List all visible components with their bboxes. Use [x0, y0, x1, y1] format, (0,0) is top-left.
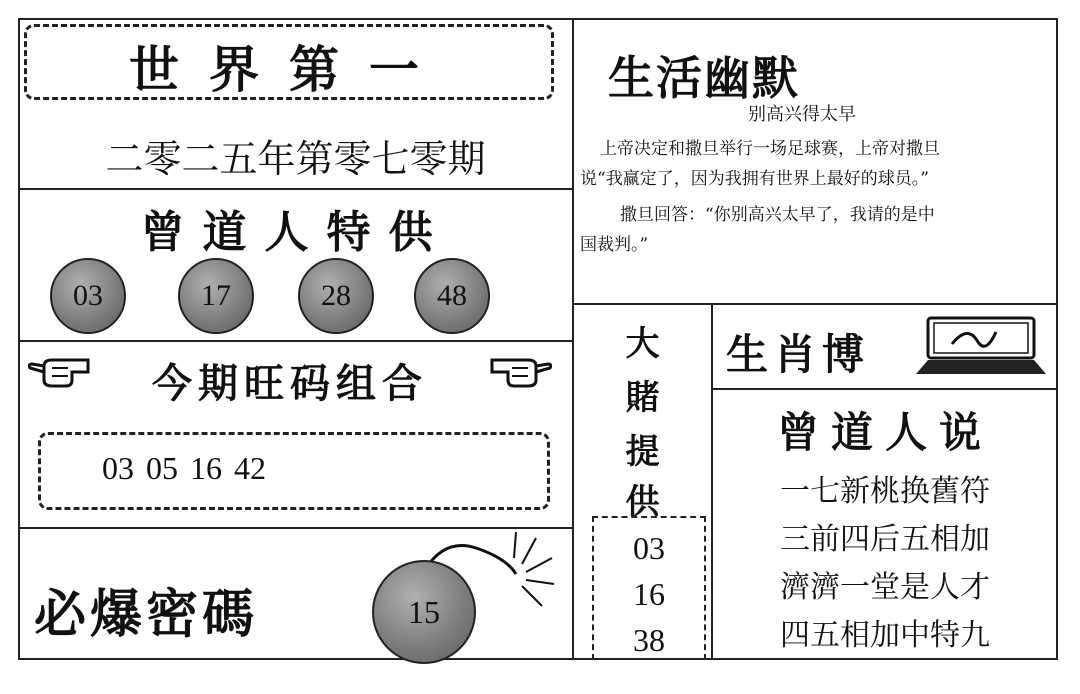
divider-left-1 — [18, 188, 573, 190]
left-pointing-hand-icon — [28, 350, 92, 392]
bomb-ball: 15 — [372, 560, 476, 664]
saying-title: 曾道人说 — [776, 408, 993, 457]
saying-line-3: 濟濟一堂是人才 — [780, 570, 990, 605]
bomb-title: 必爆密碼 — [34, 585, 259, 645]
issue-number: 二零二五年第零七零期 — [105, 137, 486, 181]
tips-label-4: 供 — [625, 482, 660, 522]
tips-label-3: 提 — [625, 432, 660, 472]
humor-line-4: 国裁判。” — [580, 235, 649, 255]
special-ball-2: 17 — [178, 258, 254, 334]
right-pointing-hand-icon — [488, 350, 552, 392]
laptop-icon — [912, 314, 1050, 380]
special-ball-3: 28 — [298, 258, 374, 334]
divider-right-1 — [573, 303, 1058, 305]
tips-label-2: 賭 — [625, 378, 660, 418]
humor-line-2: 说“我赢定了，因为我拥有世界上最好的球员。” — [580, 169, 929, 189]
humor-line-3: 撒旦回答：“你别高兴太早了，我请的是中 — [620, 205, 935, 225]
combo-numbers: 03 05 16 42 — [102, 450, 266, 486]
tips-number-2: 16 — [633, 576, 665, 612]
tips-number-3: 38 — [633, 622, 665, 658]
saying-line-2: 三前四后五相加 — [780, 522, 990, 557]
humor-line-1: 上帝决定和撒旦举行一场足球赛，上帝对撒旦 — [600, 139, 940, 159]
saying-line-4: 四五相加中特九 — [780, 618, 990, 653]
humor-subtitle: 别高兴得太早 — [748, 104, 856, 125]
special-ball-4: 48 — [414, 258, 490, 334]
special-title: 曾道人特供 — [140, 207, 451, 258]
humor-title: 生活幽默 — [608, 51, 800, 105]
tips-label-1: 大 — [625, 324, 660, 364]
tips-number-1: 03 — [633, 530, 665, 566]
divider-left-2 — [18, 340, 573, 342]
special-ball-1: 03 — [50, 258, 126, 334]
divider-right-2 — [712, 388, 1058, 390]
saying-line-1: 一七新桃换舊符 — [780, 474, 990, 509]
zodiac-title: 生肖博 — [726, 330, 871, 379]
page-title: 世界第一 — [129, 41, 449, 99]
divider-vertical-main — [572, 18, 574, 660]
combo-title: 今期旺码组合 — [152, 361, 428, 407]
